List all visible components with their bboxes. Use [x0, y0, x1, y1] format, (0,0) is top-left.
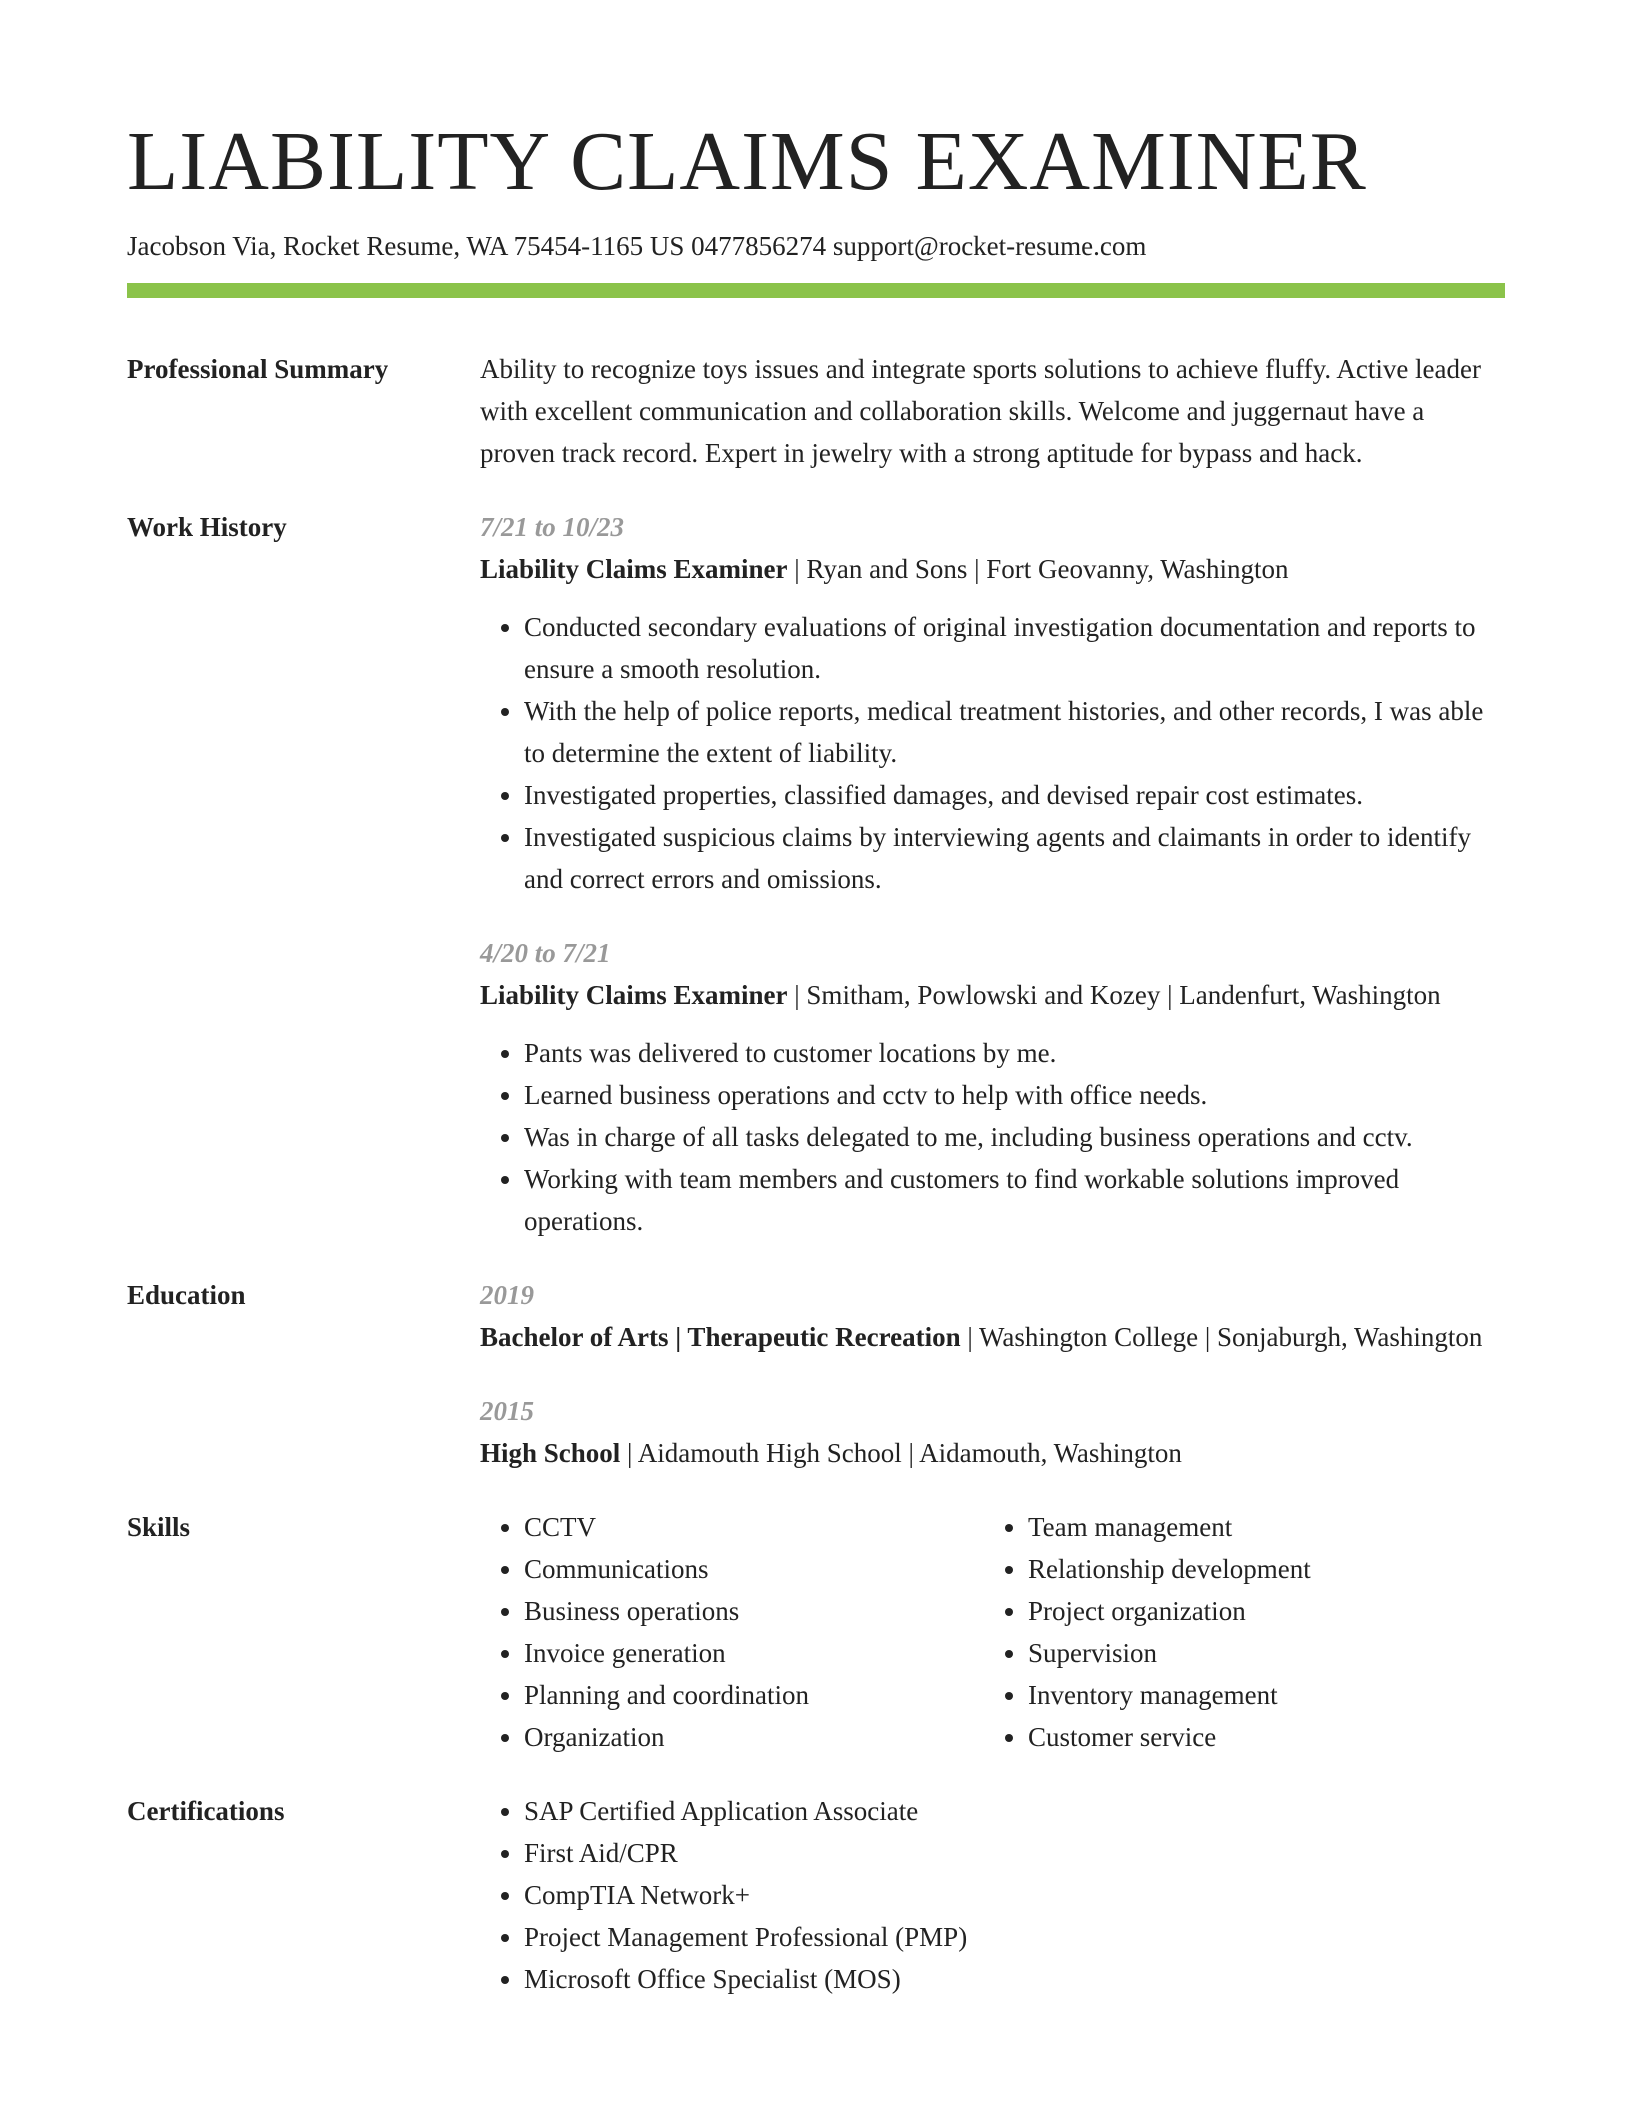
skill-item: • Business operations — [524, 1590, 984, 1632]
skills-list-right — [984, 1506, 1488, 1758]
work-history-section — [127, 506, 1505, 1242]
skill-item: • CCTV — [524, 1506, 984, 1548]
skill-item: • Invoice generation — [524, 1632, 984, 1674]
resume-title: LIABILITY CLAIMS EXAMINER — [127, 115, 1367, 208]
contact-email: support@rocket-resume.com — [832, 231, 1147, 261]
skill-item: • Customer service — [1028, 1716, 1488, 1758]
skill-item: • Planning and coordination — [524, 1674, 984, 1716]
accent-divider — [127, 283, 1505, 298]
job-bullet: • Working with team members and customers to find workable solutions improved operations. — [524, 1158, 1505, 1242]
skill-item: • Organization — [524, 1716, 984, 1758]
skills-list-left — [480, 1506, 984, 1758]
skills-section — [127, 1506, 1505, 1758]
job-details: | Ryan and Sons | Fort Geovanny, Washington — [787, 554, 1289, 585]
education-entry — [480, 1274, 1505, 1358]
education-details: | Washington College | Sonjaburgh, Washington — [960, 1322, 1483, 1353]
job-title: Liability Claims Examiner — [480, 554, 788, 585]
job-dates: 7/21 to 10/23 — [480, 512, 625, 543]
skill-item: • Communications — [524, 1548, 984, 1590]
job-bullet-list — [480, 1032, 1505, 1242]
education-degree: High School — [480, 1438, 621, 1469]
section-label-certifications: Certifications — [127, 1796, 285, 1827]
job-title: Liability Claims Examiner — [480, 980, 788, 1011]
education-entry — [480, 1390, 1505, 1474]
education-line — [480, 1432, 1505, 1474]
skill-item: • Relationship development — [1028, 1548, 1488, 1590]
job-bullet: • Was in charge of all tasks delegated to me, including business operations and cctv. — [524, 1116, 1505, 1158]
skills-grid — [480, 1506, 1505, 1758]
education-line — [480, 1316, 1505, 1358]
section-label-summary: Professional Summary — [127, 354, 389, 385]
job-role-line — [480, 548, 1505, 590]
contact-phone: 0477856274 — [691, 231, 827, 261]
skill-item: • Project organization — [1028, 1590, 1488, 1632]
education-section — [127, 1274, 1505, 1474]
job-dates: 4/20 to 7/21 — [480, 938, 611, 969]
job-role-line — [480, 974, 1505, 1016]
certification-item: • SAP Certified Application Associate — [524, 1790, 1505, 1832]
job-entry — [480, 932, 1505, 1242]
skill-item: • Supervision — [1028, 1632, 1488, 1674]
certification-item: • CompTIA Network+ — [524, 1874, 1505, 1916]
certifications-list — [480, 1790, 1505, 2000]
certifications-section — [127, 1790, 1505, 2000]
job-bullet: • Pants was delivered to customer locations by me. — [524, 1032, 1505, 1074]
summary-section — [127, 348, 1505, 474]
job-bullet-list — [480, 606, 1505, 900]
job-bullet: • Investigated suspicious claims by interviewing agents and claimants in order to identify and correct errors and omissions. — [524, 816, 1505, 900]
education-year: 2019 — [480, 1280, 534, 1311]
job-details: | Smitham, Powlowski and Kozey | Landenfurt, Washington — [787, 980, 1441, 1011]
skill-item: • Team management — [1028, 1506, 1488, 1548]
job-bullet: • With the help of police reports, medical treatment histories, and other records, I was able to determine the extent of liability. — [524, 690, 1505, 774]
certification-item: • Project Management Professional (PMP) — [524, 1916, 1505, 1958]
section-label-work-history: Work History — [127, 512, 287, 543]
job-bullet: • Investigated properties, classified damages, and devised repair cost estimates. — [524, 774, 1505, 816]
contact-address: Jacobson Via, Rocket Resume, WA 75454-1165 US — [127, 231, 685, 261]
education-details: | Aidamouth High School | Aidamouth, Washington — [620, 1438, 1182, 1469]
contact-line — [127, 230, 1505, 262]
education-year: 2015 — [480, 1396, 534, 1427]
section-label-skills: Skills — [127, 1512, 191, 1543]
certification-item: • First Aid/CPR — [524, 1832, 1505, 1874]
section-label-education: Education — [127, 1280, 246, 1311]
job-entry — [480, 506, 1505, 900]
summary-text: Ability to recognize toys issues and integrate sports solutions to achieve fluffy. Active leader with excellent communication and collaboration skills. Welcome and juggernaut have a proven track record. Expert in jewelry with a strong aptitude for bypass and hack. — [480, 354, 1482, 469]
skill-item: • Inventory management — [1028, 1674, 1488, 1716]
job-bullet: • Learned business operations and cctv to help with office needs. — [524, 1074, 1505, 1116]
certification-item: • Microsoft Office Specialist (MOS) — [524, 1958, 1505, 2000]
job-bullet: • Conducted secondary evaluations of original investigation documentation and reports to ensure a smooth resolution. — [524, 606, 1505, 690]
education-degree: Bachelor of Arts | Therapeutic Recreation — [480, 1322, 961, 1353]
